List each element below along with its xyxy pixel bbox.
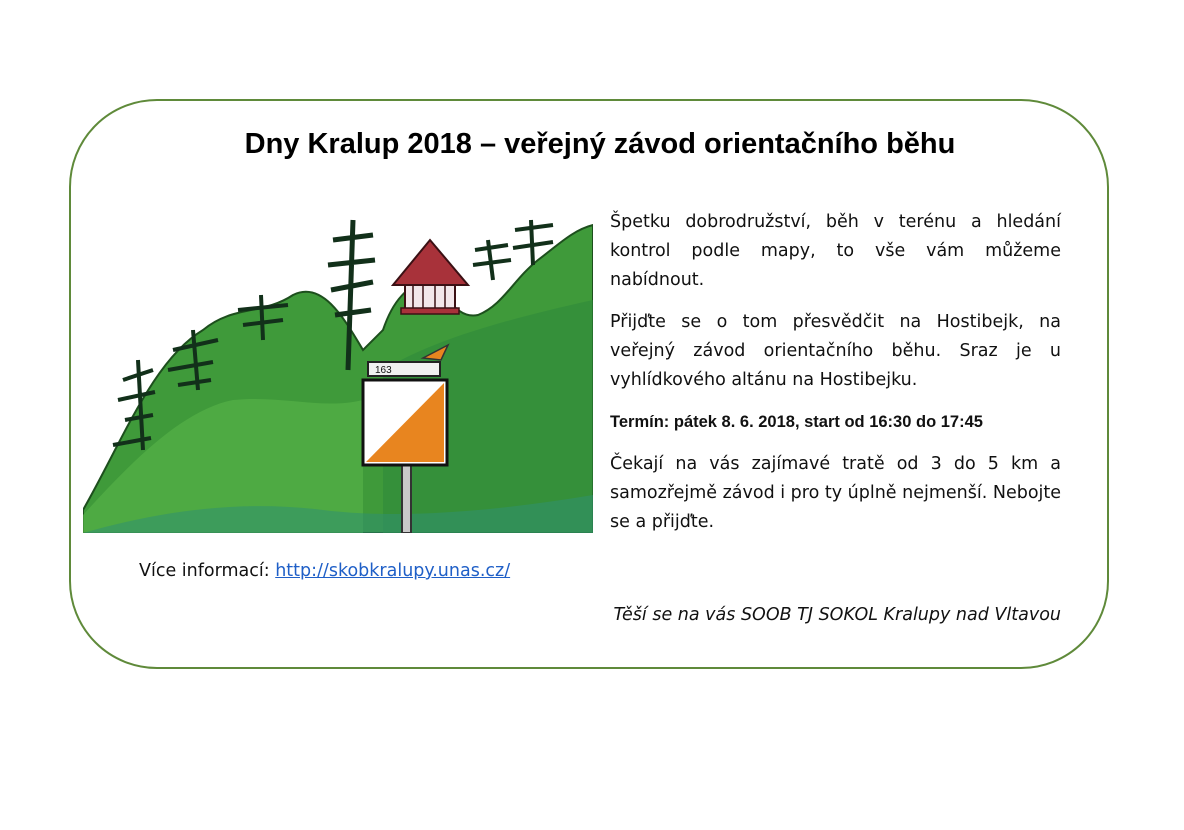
more-info	[139, 561, 510, 581]
orienteering-illustration	[83, 210, 593, 533]
closing-line: Těší se na vás SOOB TJ SOKOL Kralupy nad Vltavou	[613, 605, 1061, 625]
term-line: Termín: pátek 8. 6. 2018, start od 16:30 do 17:45	[610, 413, 983, 431]
sign-code: 163	[375, 365, 392, 376]
paragraph-3: Čekají na vás zajímavé tratě od 3 do 5 km a samozřejmě závod i pro ty úplně nejmenší. Nebojte se a přijďte.	[610, 454, 1062, 532]
more-info-label: Více informací:	[139, 561, 276, 581]
paragraph-1: Špetku dobrodružství, běh v terénu a hledání kontrol podle mapy, to vše vám můžeme nabídnout.	[610, 212, 1061, 290]
hill-icon	[83, 225, 593, 533]
main-text	[610, 208, 1061, 550]
gazebo-icon	[393, 240, 468, 314]
page-title: Dny Kralup 2018 – veřejný závod orientačního běhu	[244, 128, 956, 160]
more-info-link[interactable]: http://skobkralupy.unas.cz/	[275, 561, 511, 581]
paragraph-2: Přijďte se o tom přesvědčit na Hostibejk, na veřejný závod orientačního běhu. Sraz je u vyhlídkového altánu na Hostibejku.	[610, 312, 1061, 390]
